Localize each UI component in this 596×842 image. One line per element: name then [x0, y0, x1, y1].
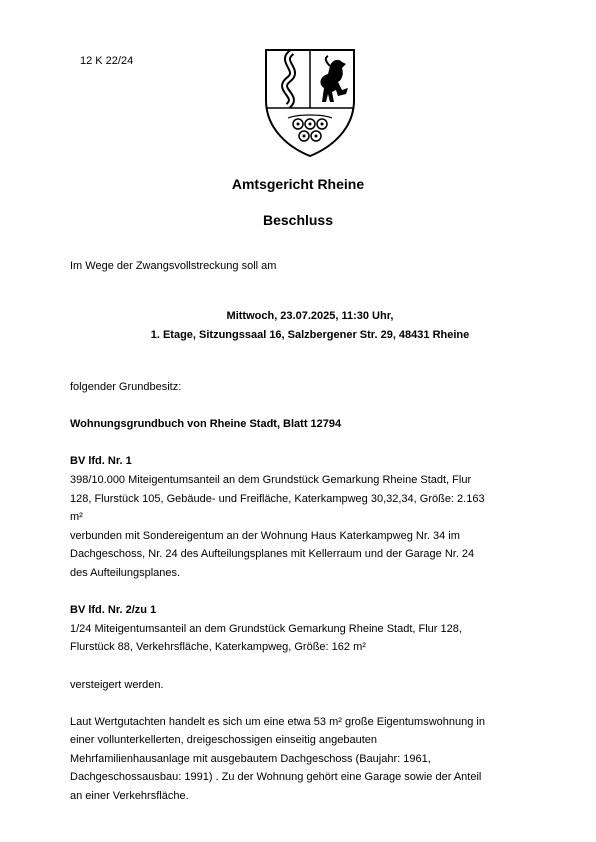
valuation-line: Laut Wertgutachten handelt es sich um eine etwa 53 m² große Eigentumswohnung in — [70, 715, 485, 728]
property-section — [70, 378, 532, 806]
bv1-line: 398/10.000 Miteigentumsanteil an dem Grundstück Gemarkung Rheine Stadt, Flur — [70, 473, 472, 486]
nrw-coat-of-arms-icon — [258, 44, 362, 160]
land-register: Wohnungsgrundbuch von Rheine Stadt, Blatt 12794 — [70, 418, 342, 431]
document-title: Beschluss — [262, 212, 334, 228]
bv1-heading: BV lfd. Nr. 1 — [70, 455, 132, 468]
property-intro: folgender Grundbesitz: — [70, 381, 182, 393]
intro-text: Im Wege der Zwangsvollstreckung soll am — [70, 260, 277, 272]
appointment — [70, 307, 550, 345]
valuation-line: einer vollunterkellerten, dreigeschossigen einseitig angebauten — [70, 734, 377, 747]
valuation-line: Dachgeschossausbau: 1991) . Zu der Wohnung gehört eine Garage sowie der Anteil — [70, 771, 482, 784]
auction-text: versteigert werden. — [70, 678, 164, 691]
valuation-line: Mehrfamilienhausanlage mit ausgebautem Dachgeschoss (Baujahr: 1961, — [70, 752, 431, 765]
bv1-line: Dachgeschoss, Nr. 24 des Aufteilungsplanes mit Kellerraum und der Garage Nr. 24 — [70, 548, 475, 561]
valuation-line: an einer Verkehrsfläche. — [70, 790, 189, 803]
case-number: 12 K 22/24 — [80, 55, 134, 67]
bv1-line: 128, Flurstück 105, Gebäude- und Freifläche, Katerkampweg 30,32,34, Größe: 2.163 — [70, 492, 485, 505]
bv2-line: Flurstück 88, Verkehrsfläche, Katerkampweg, Größe: 162 m² — [70, 641, 366, 654]
appointment-date: Mittwoch, 23.07.2025, 11:30 Uhr, — [226, 310, 394, 322]
appointment-place: 1. Etage, Sitzungssaal 16, Salzbergener Str. 29, 48431 Rheine — [150, 329, 470, 341]
bv2-line: 1/24 Miteigentumsanteil an dem Grundstück Gemarkung Rheine Stadt, Flur 128, — [70, 622, 462, 635]
bv1-line: verbunden mit Sondereigentum an der Wohnung Haus Katerkampweg Nr. 34 im — [70, 529, 460, 542]
court-name: Amtsgericht Rheine — [231, 176, 365, 192]
bv1-line: des Aufteilungsplanes. — [70, 566, 181, 579]
bv1-line: m² — [70, 511, 83, 524]
bv2-heading: BV lfd. Nr. 2/zu 1 — [70, 604, 157, 617]
